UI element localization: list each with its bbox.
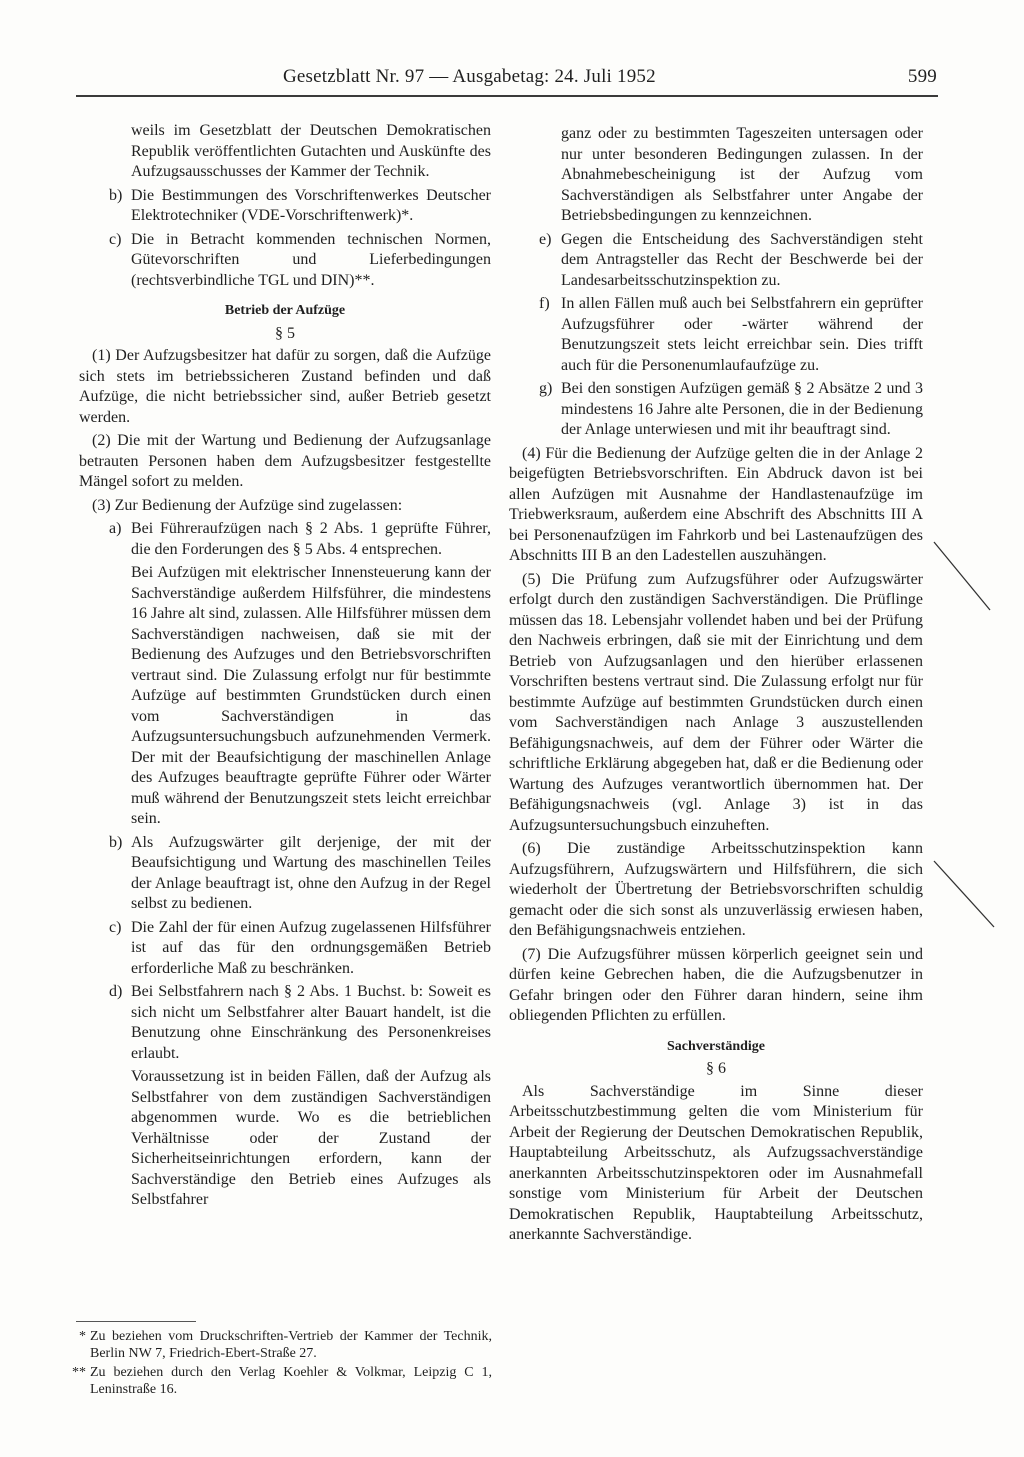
- list-label: e): [539, 230, 552, 248]
- footnote: [60, 1328, 492, 1362]
- list-text: Die in Betracht kommenden technischen Normen, Gütevorschriften und Lieferbedingungen (rechtsverbindliche TGL und DIN)**.: [131, 230, 491, 289]
- footnote-mark: *: [79, 1329, 86, 1344]
- list-text: Bei Selbstfahrern nach § 2 Abs. 1 Buchst. b: Soweit es sich nicht um Selbstfahrer alter Bauart handelt, ist die Benutzung ohne Einschränkung des Personenkreises erlaubt.: [131, 983, 491, 1062]
- list-item-e: [509, 230, 923, 292]
- paragraph-7: (7) Die Aufzugsführer müssen körperlich geeignet sein und dürfen keine Gebrechen haben, die die Aufzugsbenutzer in Gefahr bringen oder den Führer daran hindern, seine ihm obliegenden Pflichten zu erfüllen.: [509, 945, 923, 1024]
- footnote-rule: [76, 1321, 196, 1322]
- list-text: Bei den sonstigen Aufzügen gemäß § 2 Absätze 2 und 3 mindestens 16 Jahre alte Personen, die in der Bedienung der Anlage unterwiesen und mit ihr beauftragt sind.: [561, 380, 923, 438]
- list-text: Bei Führeraufzügen nach § 2 Abs. 1 geprüfte Führer, die den Forderungen des § 5 Abs. 4 entsprechen.: [131, 520, 491, 558]
- margin-pen-stroke: [930, 538, 1000, 618]
- page-header: [283, 66, 937, 88]
- paragraph-4: (4) Für die Bedienung der Aufzüge gelten die in der Anlage 2 beigefügten Betriebsvorschriften. Ein Abdruck davon ist bei allen Aufzügen mit Ausnahme der Handlastenaufzüge im Triebwerksraum, außerdem eine Abschrift des Abschnitts III A bei Personenaufzügen im Fahrkorb und bei Lastenaufzügen des Abschnitts III B an den Ladestellen auszuhängen.: [509, 444, 923, 564]
- paragraph-5: (5) Die Prüfung zum Aufzugsführer oder Aufzugswärter erfolgt durch den zuständigen Sachverständigen. Die Prüflinge müssen das 18. Lebensjahr vollendet haben und bei der Prüfung den Nachweis erbringen, daß sie mit der Einrichtung und dem Betrieb von Aufzugsanlagen und den hierüber erlassenen Vorschriften bestens vertraut sind. Die Zulassung erfolgt nur für bestimmte Aufzüge auf bestimmten Grundstücken durch einen vom Sachverständigen nach Anlage 3 auszustellenden Befähigungsnachweis, auf dem der Führer oder Wärter die schriftliche Erklärung abgegeben hat, daß er die Bedienung oder Wartung des Aufzuges verantwortlich übernommen hat. Der Befähigungsnachweis (vgl. Anlage 3) ist in das Aufzugsuntersuchungsbuch einzuheften.: [509, 570, 923, 834]
- left-column: [79, 121, 491, 1214]
- page-number: 599: [907, 66, 937, 87]
- continued-item-d-text: ganz oder zu bestimmten Tageszeiten untersagen oder nur unter besonderen Bedingungen zulassen. In der Abnahmebescheinigung ist der Aufzug vom Sachverständigen als Selbstfahrer unter Angabe der Betriebsbedingungen zu kennzeichnen.: [561, 125, 923, 224]
- list-label: c): [109, 918, 122, 936]
- header-rule: [76, 95, 938, 97]
- list-item-b2: [79, 833, 491, 915]
- section-heading: Betrieb der Aufzüge: [224, 303, 346, 318]
- margin-pen-stroke: [930, 857, 1000, 937]
- list-item-d-continuation: Voraussetzung ist in beiden Fällen, daß der Aufzug als Selbstfahrer von dem zuständigen Sachverständigen abgenommen wurde. Wo es die betrieblichen Verhältnisse oder der Zustand der Sicherheitseinrichtungen erfordern, kann der Sachverständige den Betrieb eines Aufzuges als Selbstfahrer: [131, 1068, 491, 1208]
- right-column: [509, 124, 923, 1249]
- list-label: b): [109, 186, 123, 204]
- section-heading: Sachverständige: [667, 1038, 765, 1054]
- paragraph-section-6: Als Sachverständige im Sinne dieser Arbeitsschutzbestimmung gelten die vom Ministerium für Arbeit der Regierung der Deutschen Demokratischen Republik, Hauptabteilung Arbeitsschutz, als Aufzugssachverständige anerkannten Arbeitsschutzinspektoren oder im Ausnahmefall sonstige vom Ministerium für Arbeit der Deutschen Demokratischen Republik, Hauptabteilung Arbeitsschutz, anerkannte Sachverständige.: [509, 1082, 923, 1243]
- header-title: Gesetzblatt Nr. 97 — Ausgabetag: 24. Juli 1952: [283, 66, 656, 87]
- list-text: In allen Fällen muß auch bei Selbstfahrern ein geprüfter Aufzugsführer oder -wärter während der Benutzungszeit stets leicht erreichbar sein. Dies trifft auch für die Personenumlaufaufzüge zu.: [561, 295, 923, 374]
- footnote: [60, 1364, 492, 1398]
- footnotes: [60, 1328, 492, 1400]
- list-item-a: [79, 519, 491, 560]
- list-label: b): [109, 833, 123, 851]
- list-text: Gegen die Entscheidung des Sachverständigen steht dem Antragsteller das Recht der Beschwerde bei der Landesarbeitsschutzinspektion zu.: [561, 230, 923, 289]
- section-number: § 6: [706, 1060, 726, 1077]
- list-item-c: [79, 230, 491, 292]
- list-label: d): [109, 983, 123, 1000]
- paragraph-6: (6) Die zuständige Arbeitsschutzinspektion kann Aufzugsführern, Aufzugswärtern und Hilfsführern, die sich wiederholt der Übertretung der Betriebsvorschriften schuldig gemacht oder die sich sonst als unzuverlässig erwiesen haben, den Befähigungsnachweis entziehen.: [509, 840, 923, 939]
- list-item-f: [509, 294, 923, 376]
- list-item-d: [79, 982, 491, 1064]
- footnote-text: Zu beziehen vom Druckschriften-Vertrieb der Kammer der Technik, Berlin NW 7, Friedrich-Ebert-Straße 27.: [90, 1329, 492, 1361]
- list-label: c): [109, 230, 122, 248]
- list-item-g: [509, 379, 923, 441]
- footnote-mark: **: [72, 1365, 86, 1380]
- paragraph-3: (3) Zur Bedienung der Aufzüge sind zugelassen:: [92, 496, 403, 514]
- list-label: a): [109, 520, 122, 537]
- list-text: Als Aufzugswärter gilt derjenige, der mit der Beaufsichtigung und Wartung des maschinellen Teiles der Anlage beauftragt ist, ohne den Aufzug in der Regel selbst zu bedienen.: [131, 833, 491, 912]
- list-text: Die Bestimmungen des Vorschriftenwerkes Deutscher Elektrotechniker (VDE-Vorschriftenwerk)*.: [131, 186, 491, 224]
- list-item-b: [79, 186, 491, 227]
- list-label: g): [539, 380, 553, 397]
- list-text: Die Zahl der für einen Aufzug zugelassenen Hilfsführer ist auf das für den ordnungsgemäßen Betrieb erforderliche Maß zu beschränken.: [131, 918, 491, 977]
- list-label: f): [539, 295, 550, 312]
- section-number: § 5: [275, 324, 295, 342]
- list-item-a-continuation: Bei Aufzügen mit elektrischer Innensteuerung kann der Sachverständige außerdem Hilfsführer, die mindestens 16 Jahre alt sind, zulassen. Alle Hilfsführer müssen dem Sachverständigen nachweisen, daß sie mit der Bedienung des Aufzuges und den Betriebsvorschriften vertraut sind. Die Zulassung erfolgt nur für bestimmte Aufzüge auf bestimmten Grundstücken durch einen vom Sachverständigen in das Aufzugsuntersuchungsbuch aufzunehmenden Vermerk. Der mit der Beaufsichtigung der maschinellen Anlage des Aufzuges beauftragte geprüfte Führer oder Wärter muß während der Benutzungszeit stets leicht erreichbar sein.: [131, 564, 491, 827]
- footnote-text: Zu beziehen durch den Verlag Koehler & Volkmar, Leipzig C 1, Leninstraße 16.: [90, 1365, 492, 1397]
- paragraph-1: (1) Der Aufzugsbesitzer hat dafür zu sorgen, daß die Aufzüge sich stets im betriebssicheren Zustand befinden und daß Aufzüge, die nicht betriebssicher sind, außer Betrieb gesetzt werden.: [79, 347, 491, 426]
- list-item-c2: [79, 918, 491, 980]
- paragraph-2: (2) Die mit der Wartung und Bedienung der Aufzugsanlage betrauten Personen haben dem Aufzugsbesitzer festgestellte Mängel sofort zu melden.: [79, 432, 491, 490]
- continued-item-a-text: weils im Gesetzblatt der Deutschen Demokratischen Republik veröffentlichten Gutachten und Auskünfte des Aufzugsausschusses der Kammer der Technik.: [131, 122, 491, 180]
